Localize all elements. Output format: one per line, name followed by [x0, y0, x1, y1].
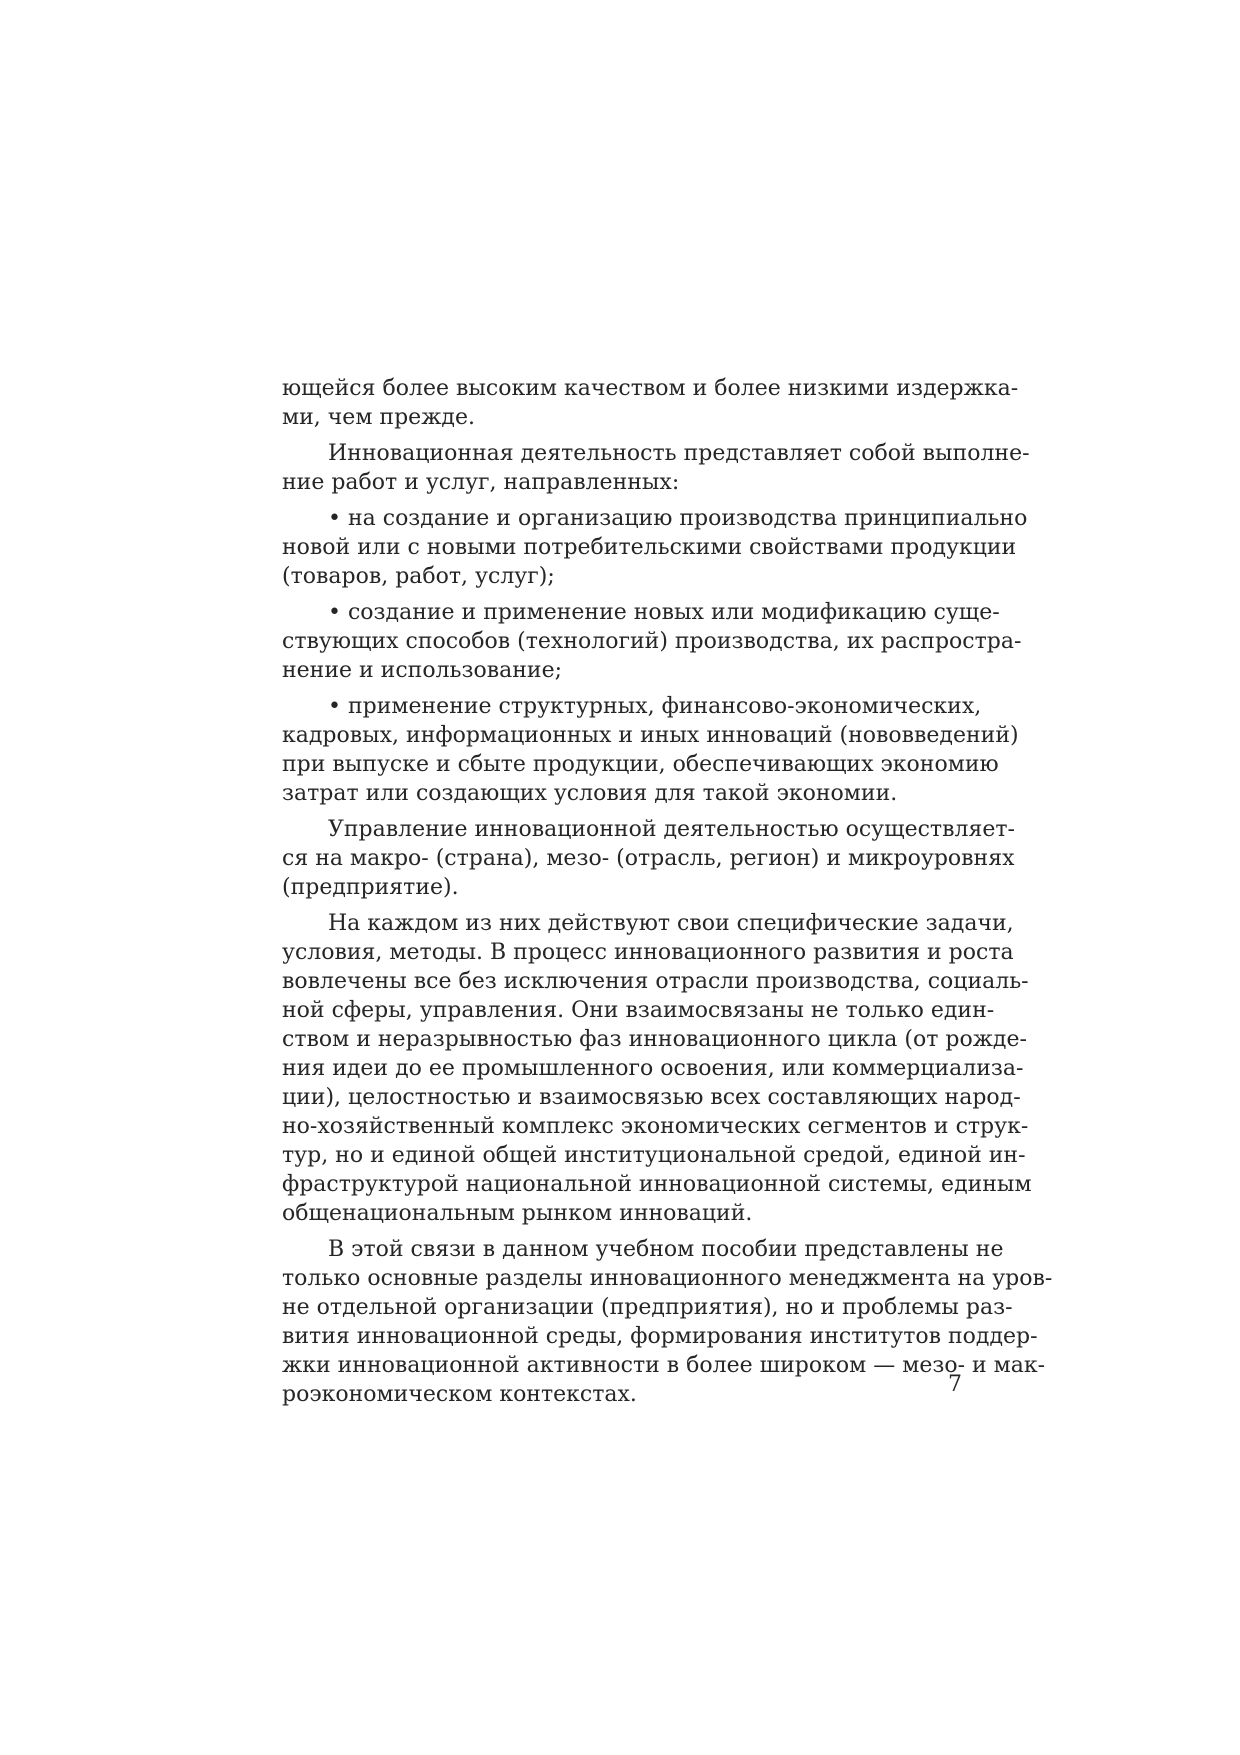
text-line: условия, методы. В процесс инновационного развития и роста [282, 940, 1014, 965]
page-number: 7 [948, 1372, 962, 1397]
text-line: ние работ и услуг, направленных: [282, 470, 680, 495]
text-line: В этой связи в данном учебном пособии представлены не [328, 1237, 1004, 1262]
text-line: ствующих способов (технологий) производства, их распростра- [282, 629, 1022, 654]
text-line: • на создание и организацию производства принципиально [328, 506, 1028, 531]
paragraph [282, 1235, 1053, 1409]
text-line: кадровых, информационных и иных инноваций (нововведений) [282, 723, 1019, 748]
paragraph [282, 374, 1019, 432]
text-line: тур, но и единой общей институциональной средой, единой ин- [282, 1143, 1026, 1168]
text-line: • применение структурных, финансово-экономических, [328, 694, 982, 719]
text-line: новой или с новыми потребительскими свойствами продукции [282, 535, 1017, 560]
text-line: только основные разделы инновационного менеджмента на уров- [282, 1266, 1053, 1291]
text-line: ной сферы, управления. Они взаимосвязаны не только един- [282, 998, 995, 1023]
bullet-item [282, 598, 1022, 685]
text-line: (товаров, работ, услуг); [282, 564, 555, 589]
text-line: ся на макро- (страна), мезо- (отрасль, регион) и микроуровнях [282, 846, 1015, 871]
text-line: жки инновационной активности в более широком — мезо- и мак- [282, 1353, 1046, 1378]
paragraph [282, 439, 1030, 497]
text-line: Инновационная деятельность представляет собой выполне- [328, 441, 1030, 466]
text-line: но-хозяйственный комплекс экономических сегментов и струк- [282, 1114, 1029, 1139]
text-line: (предприятие). [282, 875, 459, 900]
text-line: • создание и применение новых или модификацию суще- [328, 600, 1000, 625]
text-line: ми, чем прежде. [282, 405, 475, 430]
text-line: ством и неразрывностью фаз инновационного цикла (от рожде- [282, 1027, 1027, 1052]
text-line: фраструктурой национальной инновационной системы, единым [282, 1172, 1032, 1197]
text-line: не отдельной организации (предприятия), но и проблемы раз- [282, 1295, 1013, 1320]
text-line: ции), целостностью и взаимосвязью всех составляющих народ- [282, 1085, 1021, 1110]
text-line: при выпуске и сбыте продукции, обеспечивающих экономию [282, 752, 999, 777]
text-line: затрат или создающих условия для такой экономии. [282, 781, 898, 806]
text-line: На каждом из них действуют свои специфические задачи, [328, 911, 1014, 936]
text-line: вовлечены все без исключения отрасли производства, социаль- [282, 969, 1029, 994]
text-line: нение и использование; [282, 658, 563, 683]
text-line: ния идеи до ее промышленного освоения, или коммерциализа- [282, 1056, 1024, 1081]
text-line: вития инновационной среды, формирования институтов поддер- [282, 1324, 1038, 1349]
paragraph [282, 815, 1015, 902]
text-line: ющейся более высоким качеством и более низкими издержка- [282, 376, 1019, 401]
text-line: роэкономическом контекстах. [282, 1382, 637, 1407]
paragraph [282, 909, 1032, 1228]
text-line: Управление инновационной деятельностью осуществляет- [328, 817, 1015, 842]
bullet-item [282, 504, 1028, 591]
document-page [282, 374, 1053, 1409]
text-line: общенациональным рынком инноваций. [282, 1201, 753, 1226]
bullet-item [282, 692, 1019, 808]
